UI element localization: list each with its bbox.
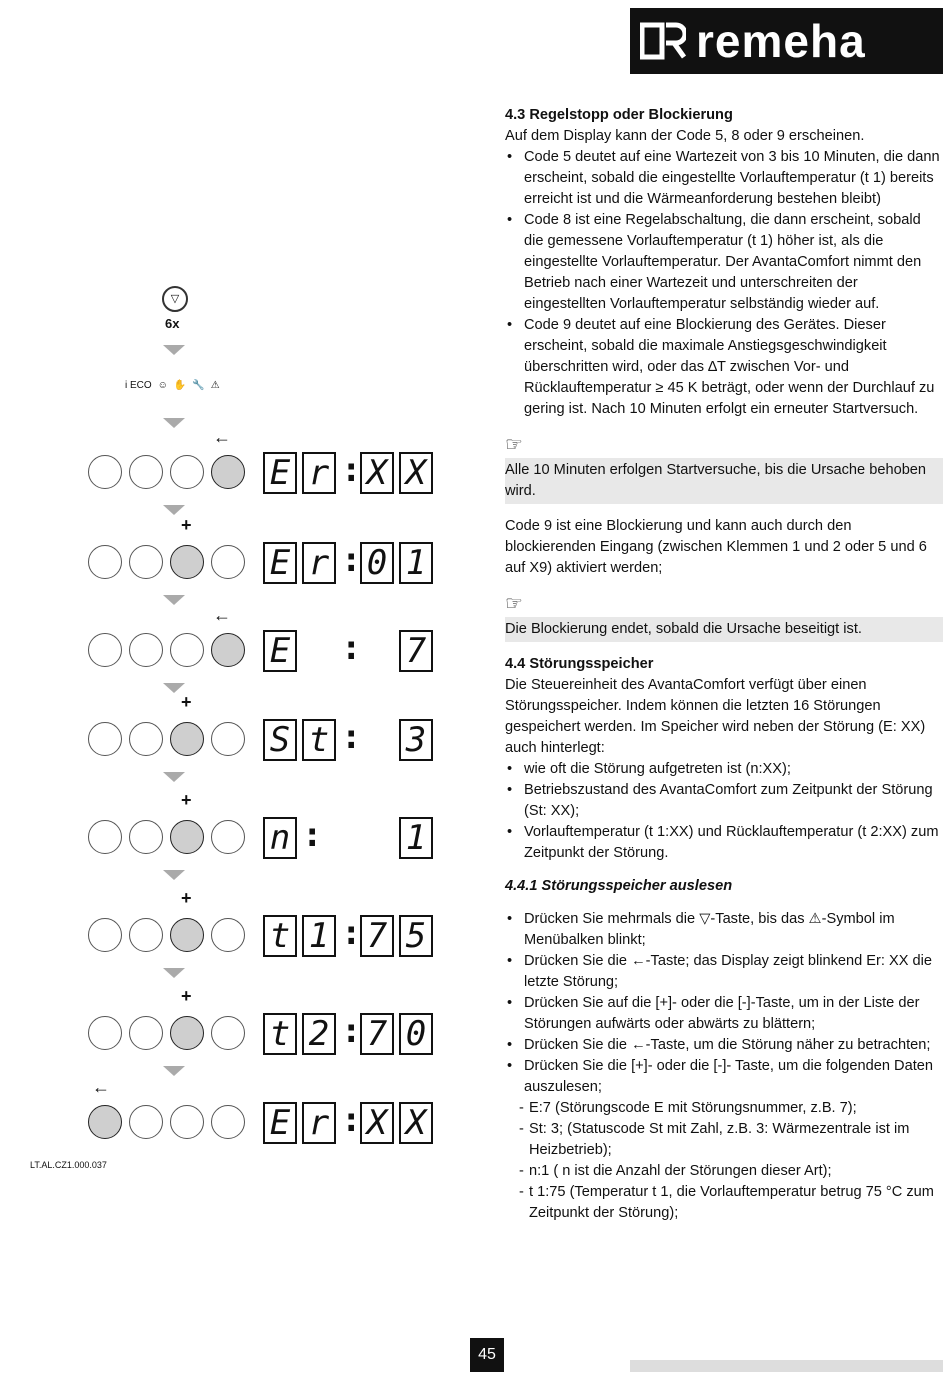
lcd-display xyxy=(263,719,433,761)
control-key[interactable] xyxy=(170,1016,204,1050)
control-key[interactable] xyxy=(88,455,122,489)
lcd-digit: E xyxy=(263,1102,297,1144)
control-key[interactable] xyxy=(129,722,163,756)
lcd-digit: E xyxy=(263,542,297,584)
lcd-digit: S xyxy=(263,719,297,761)
arrow-down-icon xyxy=(163,345,185,355)
lcd-display xyxy=(263,915,433,957)
list-item: • Drücken Sie die [+]- oder die [-]- Taste, um die folgenden Daten auszulesen; xyxy=(505,1056,943,1098)
operation-diagram xyxy=(0,0,470,1378)
control-key[interactable] xyxy=(170,545,204,579)
arrow-down-icon xyxy=(163,595,185,605)
control-key[interactable] xyxy=(170,1105,204,1139)
lcd-digit: 7 xyxy=(360,1013,394,1055)
lcd-digit: 7 xyxy=(360,915,394,957)
lcd-digit: 0 xyxy=(360,542,394,584)
list-item: - St: 3; (Statuscode St mit Zahl, z.B. 3: Wärmezentrale ist im Heizbetrieb); xyxy=(505,1119,943,1161)
brand-name: remeha xyxy=(696,15,866,67)
note-box: Alle 10 Minuten erfolgen Startversuche, bis die Ursache behoben wird. xyxy=(505,458,943,504)
control-key[interactable] xyxy=(88,1105,122,1139)
menu-key-icon: ▽ xyxy=(162,286,188,312)
list-item: - t 1:75 (Temperatur t 1, die Vorlauftemperatur betrug 75 °C zum Zeitpunkt der Störung); xyxy=(505,1182,943,1224)
note-box: Die Blockierung endet, sobald die Ursache beseitigt ist. xyxy=(505,617,943,642)
control-key[interactable] xyxy=(129,1016,163,1050)
control-key[interactable] xyxy=(211,455,245,489)
lcd-digit: 1 xyxy=(399,542,433,584)
lcd-digit: : xyxy=(341,1100,362,1140)
text-column xyxy=(505,105,943,1224)
control-key[interactable] xyxy=(129,545,163,579)
lcd-digit xyxy=(360,817,394,859)
back-key-icon: ← xyxy=(92,1077,110,1097)
list-item: • Drücken Sie die ←-Taste; das Display zeigt blinkend Er: XX die letzte Störung; xyxy=(505,951,943,993)
lcd-digit: 2 xyxy=(302,1013,336,1055)
lcd-digit: : xyxy=(302,815,323,855)
control-key[interactable] xyxy=(88,820,122,854)
enter-key-icon: ← xyxy=(213,427,231,447)
lcd-digit: : xyxy=(341,628,362,668)
remeha-logo-icon xyxy=(640,21,686,61)
control-key[interactable] xyxy=(129,918,163,952)
list-item: - n:1 ( n ist die Anzahl der Störungen dieser Art); xyxy=(505,1161,943,1182)
control-key[interactable] xyxy=(211,633,245,667)
figure-code: LT.AL.CZ1.000.037 xyxy=(30,1160,107,1170)
lcd-digit: r xyxy=(302,1102,336,1144)
plus-key-label: + xyxy=(181,888,192,908)
list-item: • Vorlauftemperatur (t 1:XX) und Rücklauftemperatur (t 2:XX) zum Zeitpunkt der Störung. xyxy=(505,822,943,864)
lcd-digit xyxy=(360,630,394,672)
lcd-digit: : xyxy=(341,540,362,580)
list-item: • Drücken Sie die ←-Taste, um die Störung näher zu betrachten; xyxy=(505,1035,943,1056)
list-item: - E:7 (Störungscode E mit Störungsnummer, z.B. 7); xyxy=(505,1098,943,1119)
lcd-digit: 1 xyxy=(302,915,336,957)
lcd-digit: r xyxy=(302,542,336,584)
list-item: • Code 9 deutet auf eine Blockierung des Gerätes. Dieser erscheint, sobald die maximale Anstiegsgeschwindigkeit überschritten wird, oder das ∆T zwischen Vor- und Rücklauftemperatur ≥ 45 K beträgt, oder wenn der Durchlauf zu gering ist. Nach 10 Minuten erfolgt ein erneuter Startversuch. xyxy=(505,315,943,420)
lcd-digit: 5 xyxy=(399,915,433,957)
brand-logo xyxy=(630,8,943,74)
lcd-digit: t xyxy=(263,915,297,957)
list-item: • Drücken Sie auf die [+]- oder die [-]-Taste, um in der Liste der Störungen aufwärts oder abwärts zu blättern; xyxy=(505,993,943,1035)
lcd-digit: : xyxy=(341,717,362,757)
lcd-digit: E xyxy=(263,452,297,494)
control-key[interactable] xyxy=(211,722,245,756)
list-item: • Betriebszustand des AvantaComfort zum Zeitpunkt der Störung (St: XX); xyxy=(505,780,943,822)
lcd-digit: 1 xyxy=(399,817,433,859)
lcd-digit: t xyxy=(263,1013,297,1055)
plus-key-label: + xyxy=(181,692,192,712)
lcd-digit: : xyxy=(341,913,362,953)
lcd-display xyxy=(263,452,433,494)
control-key[interactable] xyxy=(211,545,245,579)
lcd-digit xyxy=(360,719,394,761)
control-key[interactable] xyxy=(88,545,122,579)
list-item: • Drücken Sie mehrmals die ▽-Taste, bis das ⚠-Symbol im Menübalken blinkt; xyxy=(505,909,943,951)
control-key[interactable] xyxy=(88,918,122,952)
arrow-down-icon xyxy=(163,505,185,515)
section-4-3-title: 4.3 Regelstopp oder Blockierung xyxy=(505,107,733,123)
lcd-digit: : xyxy=(341,450,362,490)
section-4-4-intro: Die Steuereinheit des AvantaComfort verfügt über einen Störungsspeicher. Indem können die letzten 16 Störungen gespeichert werden. Im Speicher wird neben der Störung (E: XX) auch hinterlegt: xyxy=(505,677,926,756)
lcd-display xyxy=(263,1013,433,1055)
status-icons-label: i ECO xyxy=(125,380,152,391)
arrow-down-icon xyxy=(163,968,185,978)
lcd-display xyxy=(263,1102,433,1144)
control-key[interactable] xyxy=(211,820,245,854)
control-key[interactable] xyxy=(129,455,163,489)
warning-icon: ⚠ xyxy=(210,380,220,391)
control-key[interactable] xyxy=(211,918,245,952)
lcd-digit: r xyxy=(302,452,336,494)
lcd-display xyxy=(263,817,433,859)
control-key[interactable] xyxy=(170,918,204,952)
page-number: 45 xyxy=(470,1338,504,1372)
press-count: 6x xyxy=(165,316,180,331)
person-icon: ☺ xyxy=(157,380,168,391)
lcd-digit: X xyxy=(399,452,433,494)
control-key[interactable] xyxy=(211,1016,245,1050)
wrench-icon: 🔧 xyxy=(192,380,205,391)
lcd-digit xyxy=(321,817,355,859)
control-key[interactable] xyxy=(88,1016,122,1050)
section-4-3-intro: Auf dem Display kann der Code 5, 8 oder 9 erscheinen. xyxy=(505,128,865,144)
plus-key-label: + xyxy=(181,790,192,810)
list-item: • Code 8 ist eine Regelabschaltung, die dann erscheint, sobald die gemessene Vorlauftemperatur (t 1) höher ist, als die eingestellte Vorlauftemperatur. Der AvantaComfort nimmt den Betrieb nach einer Wartezeit und unterschreiten der eingestellten Vorlauftemperatur selbständig wieder auf. xyxy=(505,210,943,315)
list-item: • Code 5 deutet auf eine Wartezeit von 3 bis 10 Minuten, die dann erscheint, sobald die eingestellte Vorlauftemperatur (t 1) bereits erreicht ist und die Wärmeanforderung bestehen bleibt) xyxy=(505,147,943,210)
lcd-display xyxy=(263,542,433,584)
lcd-digit xyxy=(302,630,336,672)
arrow-down-icon xyxy=(163,1066,185,1076)
pointing-hand-icon: ☞ xyxy=(505,593,523,615)
footer-bar xyxy=(630,1360,943,1372)
control-key[interactable] xyxy=(88,633,122,667)
status-icon-bar xyxy=(125,380,220,391)
plus-key-label: + xyxy=(181,986,192,1006)
control-key[interactable] xyxy=(88,722,122,756)
arrow-down-icon xyxy=(163,418,185,428)
list-item: • wie oft die Störung aufgetreten ist (n:XX); xyxy=(505,759,943,780)
arrow-down-icon xyxy=(163,870,185,880)
pointing-hand-icon: ☞ xyxy=(505,434,523,456)
lcd-digit: X xyxy=(399,1102,433,1144)
section-4-4-title: 4.4 Störungsspeicher xyxy=(505,656,654,672)
lcd-digit: n xyxy=(263,817,297,859)
arrow-down-icon xyxy=(163,772,185,782)
control-key[interactable] xyxy=(129,820,163,854)
lcd-digit: 3 xyxy=(399,719,433,761)
lcd-digit: : xyxy=(341,1011,362,1051)
lcd-digit: 7 xyxy=(399,630,433,672)
control-key[interactable] xyxy=(170,820,204,854)
control-key[interactable] xyxy=(170,722,204,756)
lcd-digit: t xyxy=(302,719,336,761)
lcd-display xyxy=(263,630,433,672)
lcd-digit: E xyxy=(263,630,297,672)
lcd-digit: X xyxy=(360,1102,394,1144)
hand-icon: ✋ xyxy=(173,380,187,391)
lcd-digit: 0 xyxy=(399,1013,433,1055)
control-key[interactable] xyxy=(170,455,204,489)
control-key[interactable] xyxy=(170,633,204,667)
section-4-4-1-title: 4.4.1 Störungsspeicher auslesen xyxy=(505,878,733,894)
control-key[interactable] xyxy=(211,1105,245,1139)
section-4-3-paragraph: Code 9 ist eine Blockierung und kann auch durch den blockierenden Eingang (zwischen Klemmen 1 und 2 oder 5 und 6 auf X9) aktiviert werden; xyxy=(505,518,927,576)
enter-key-icon: ← xyxy=(213,605,231,625)
control-key[interactable] xyxy=(129,633,163,667)
plus-key-label: + xyxy=(181,515,192,535)
lcd-digit: X xyxy=(360,452,394,494)
control-key[interactable] xyxy=(129,1105,163,1139)
